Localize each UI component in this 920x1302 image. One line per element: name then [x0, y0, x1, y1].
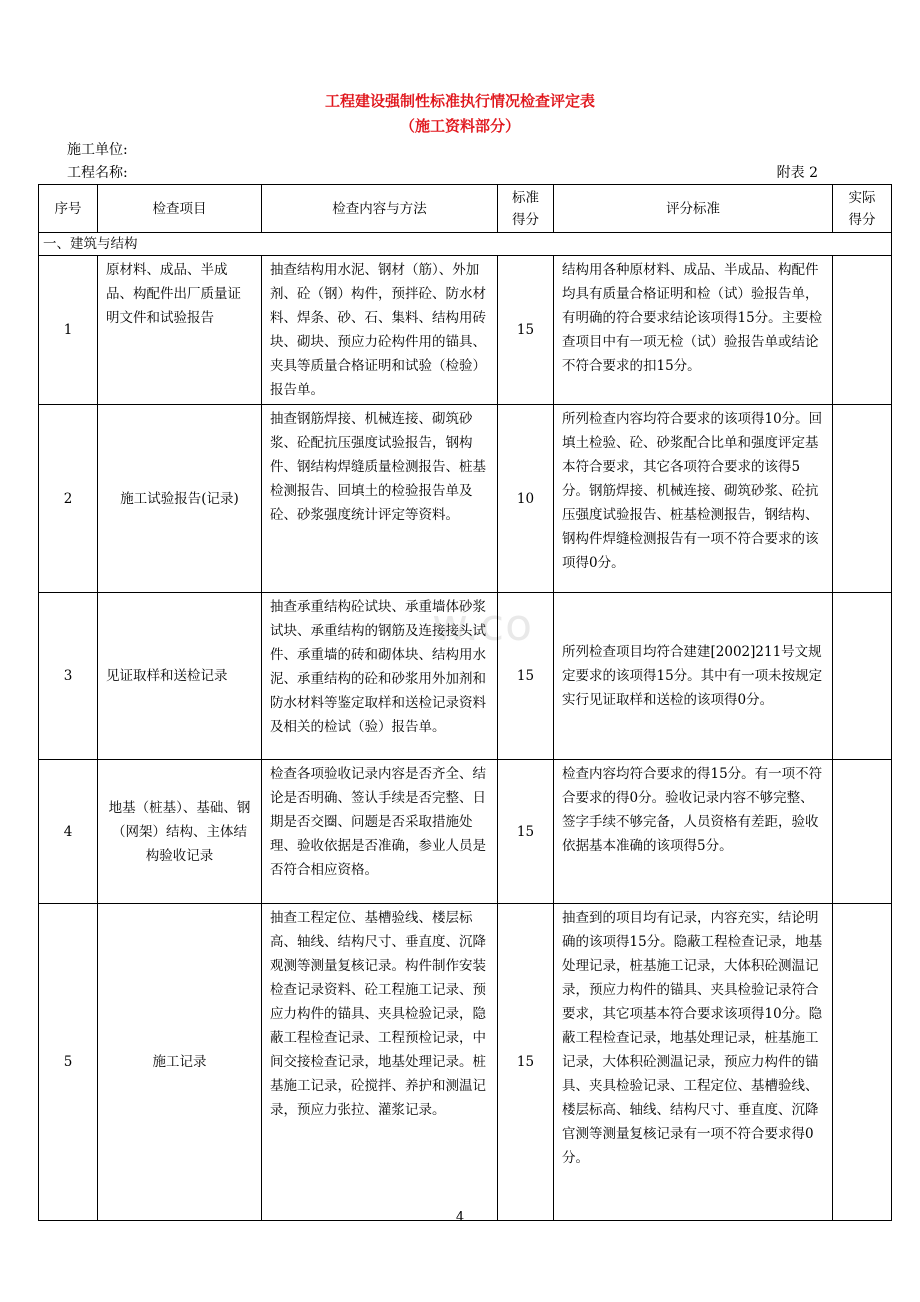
row-content: 抽查钢筋焊接、机械连接、砌筑砂浆、砼配抗压强度试验报告，钢构件、钢结构焊缝质量检测报告、桩基检测报告、回填土的检验报告单及砼、砂浆强度统计评定等资料。 — [262, 405, 498, 593]
row-criteria: 抽查到的项目均有记录，内容充实，结论明确的该项得15分。隐蔽工程检查记录，地基处理记录，桩基施工记录，大体积砼测温记录，预应力构件的锚具、夹具检验记录符合要求，其它项基本符合要求该项得10分。隐蔽工程检查记录，地基处理记录，桩基施工记录，大体积砼测温记录，预应力构件的锚具、夹具检验记录、工程定位、基槽验线、楼层标高、轴线、结构尺寸、垂直度、沉降官测等测量复核记录有一项不符合要求得0分。 — [554, 904, 833, 1221]
construction-unit-label: 施工单位: — [67, 142, 128, 158]
inspection-table — [38, 184, 892, 1221]
row-criteria: 结构用各种原材料、成品、半成品、构配件均具有质量合格证明和检（试）验报告单，有明确的符合要求结论该项得15分。主要检查项目中有一项无检（试）验报告单或结论不符合要求的扣15分。 — [554, 256, 833, 405]
row-no: 5 — [39, 904, 98, 1221]
row-no: 2 — [39, 405, 98, 593]
row-item: 施工记录 — [98, 904, 262, 1221]
table-row — [39, 256, 892, 405]
section-row — [39, 233, 892, 256]
header-actual-score: 实际得分 — [833, 185, 892, 233]
row-item: 原材料、成品、半成品、构配件出厂质量证明文件和试验报告 — [98, 256, 262, 405]
row-content: 抽查工程定位、基槽验线、楼层标高、轴线、结构尺寸、垂直度、沉降观测等测量复核记录。构件制作安装检查记录资料、砼工程施工记录、预应力构件的锚具、夹具检验记录，隐蔽工程检查记录、工程预检记录，中间交接检查记录，地基处理记录。桩基施工记录，砼搅拌、养护和测温记录，预应力张拉、灌浆记录。 — [262, 904, 498, 1221]
row-criteria: 检查内容均符合要求的得15分。有一项不符合要求的得0分。验收记录内容不够完整、签字手续不够完备，人员资格有差距，验收依据基本准确的该项得5分。 — [554, 760, 833, 904]
header-no: 序号 — [39, 185, 98, 233]
header-criteria: 评分标准 — [554, 185, 833, 233]
table-header-row — [39, 185, 892, 233]
header-std-score: 标准得分 — [498, 185, 554, 233]
row-item: 见证取样和送检记录 — [98, 593, 262, 760]
row-actual — [833, 256, 892, 405]
row-score: 10 — [498, 405, 554, 593]
appendix-label: 附表 2 — [776, 165, 818, 181]
row-content: 抽查结构用水泥、钢材（筋）、外加剂、砼（钢）构件，预拌砼、防水材料、焊条、砂、石、集料、结构用砖块、砌块、预应力砼构件用的锚具、夹具等质量合格证明和试验（检验）报告单。 — [262, 256, 498, 405]
row-score: 15 — [498, 256, 554, 405]
row-no: 1 — [39, 256, 98, 405]
row-no: 4 — [39, 760, 98, 904]
row-score: 15 — [498, 593, 554, 760]
table-row — [39, 593, 892, 760]
page-number: 4 — [455, 1210, 465, 1225]
row-criteria: 所列检查项目均符合建建[2002]211号文规定要求的该项得15分。其中有一项未按规定实行见证取样和送检的该项得0分。 — [554, 593, 833, 760]
row-actual — [833, 904, 892, 1221]
header-content: 检查内容与方法 — [262, 185, 498, 233]
row-item: 施工试验报告(记录) — [98, 405, 262, 593]
row-actual — [833, 405, 892, 593]
form-subtitle: （施工资料部分） — [399, 117, 520, 135]
row-actual — [833, 760, 892, 904]
row-no: 3 — [39, 593, 98, 760]
row-content: 抽查承重结构砼试块、承重墙体砂浆试块、承重结构的钢筋及连接接头试件、承重墙的砖和砌体块、结构用水泥、承重结构的砼和砂浆用外加剂和防水材料等鉴定取样和送检记录资料及相关的检试（验）报告单。 — [262, 593, 498, 760]
header-item: 检查项目 — [98, 185, 262, 233]
watermark: w.co — [432, 600, 534, 651]
table-row — [39, 760, 892, 904]
form-title: 工程建设强制性标准执行情况检查评定表 — [324, 92, 595, 110]
row-score: 15 — [498, 760, 554, 904]
table-row — [39, 405, 892, 593]
row-content: 检查各项验收记录内容是否齐全、结论是否明确、签认手续是否完整、日期是否交圈、问题是否采取措施处理、验收依据是否准确，参业人员是否符合相应资格。 — [262, 760, 498, 904]
row-item: 地基（桩基）、基础、钢（网架）结构、主体结构验收记录 — [98, 760, 262, 904]
row-score: 15 — [498, 904, 554, 1221]
row-actual — [833, 593, 892, 760]
project-name-label: 工程名称: — [67, 165, 128, 181]
section-title: 一、建筑与结构 — [39, 233, 892, 256]
row-criteria: 所列检查内容均符合要求的该项得10分。回填土检验、砼、砂浆配合比单和强度评定基本符合要求，其它各项符合要求的该得5分。钢筋焊接、机械连接、砌筑砂浆、砼抗压强度试验报告、桩基检测报告，钢结构、钢构件焊缝检测报告有一项不符合要求的该项得0分。 — [554, 405, 833, 593]
table-row — [39, 904, 892, 1221]
